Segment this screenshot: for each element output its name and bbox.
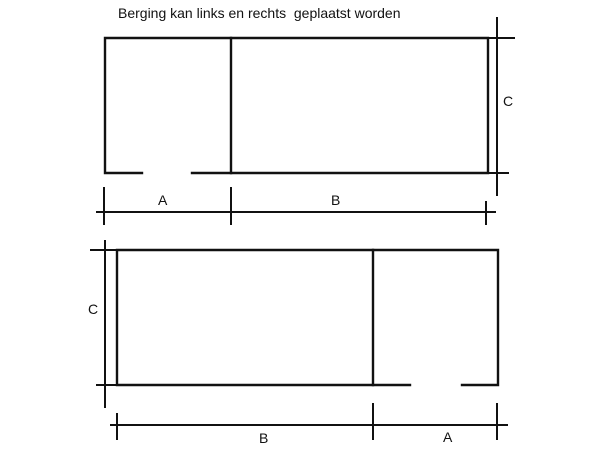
- bottom-plan-vertical-dimension: [90, 240, 116, 408]
- top-dimension-label-c: C: [503, 93, 514, 109]
- bottom-floor-plan: [117, 250, 498, 385]
- top-dimension-label-b: B: [331, 192, 341, 208]
- bottom-dimension-label-a: A: [443, 429, 453, 445]
- bottom-dimension-label-b: B: [259, 430, 269, 446]
- diagram-caption: Berging kan links en rechts geplaatst worden: [118, 5, 401, 21]
- top-plan-horizontal-dimension: [96, 187, 496, 225]
- bottom-dimension-label-c: C: [88, 301, 99, 317]
- top-dimension-label-a: A: [158, 192, 168, 208]
- top-plan-outline: [105, 38, 488, 173]
- bottom-plan-outline: [117, 250, 498, 385]
- top-floor-plan: [105, 38, 488, 173]
